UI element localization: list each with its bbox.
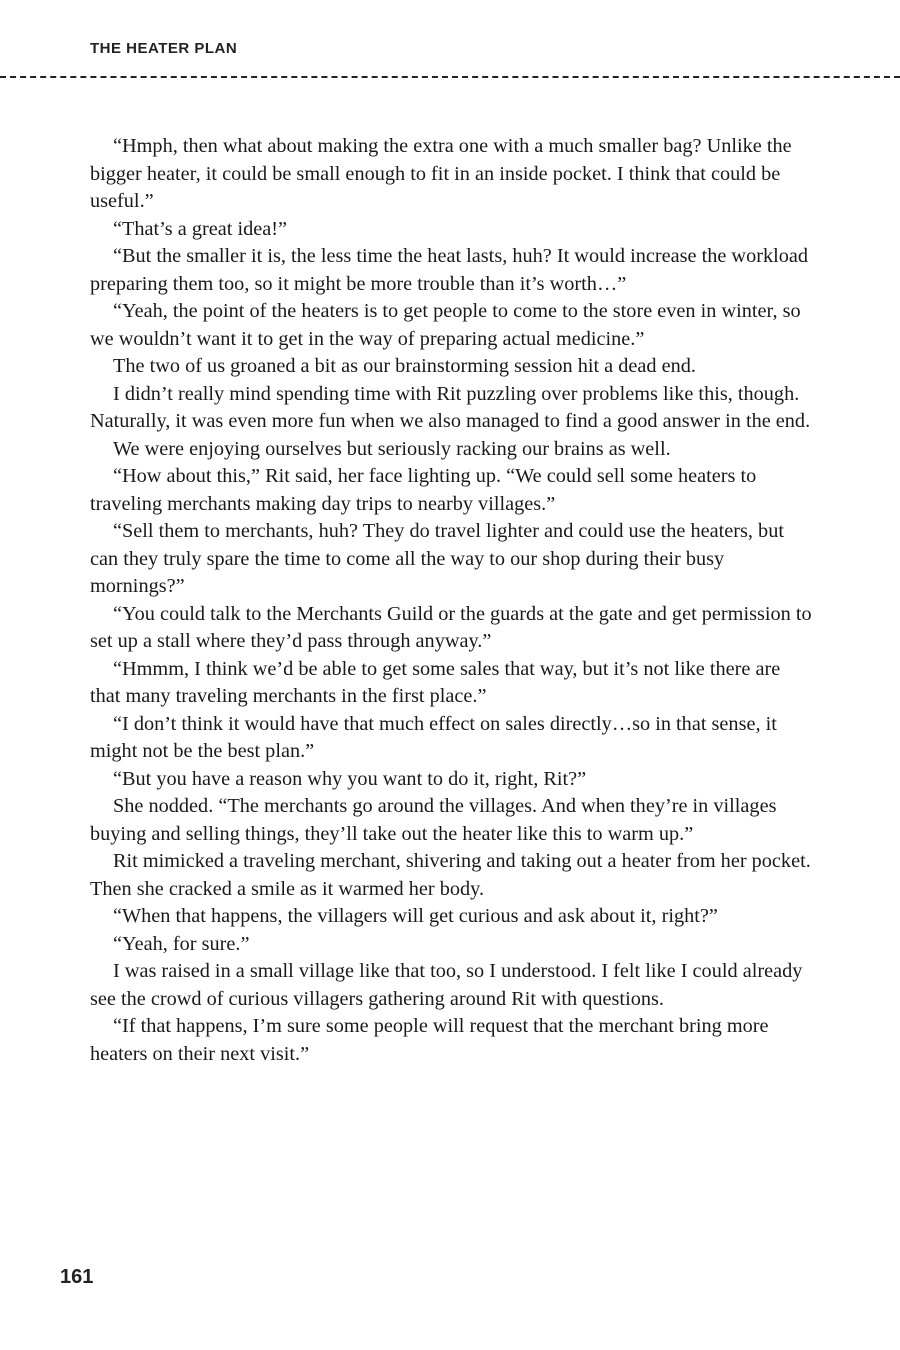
paragraph: “Yeah, for sure.”: [113, 932, 250, 955]
paragraph: “Yeah, the point of the heaters is to get people to come to the store even in winter, so we wouldn’t want it to get in the way of preparing actual medicine.”: [90, 300, 801, 350]
paragraph: “Hmmm, I think we’d be able to get some sales that way, but it’s not like there are that many traveling merchants in the first place.”: [90, 657, 781, 707]
paragraph: “That’s a great idea!”: [113, 217, 287, 240]
header-divider: [0, 76, 900, 78]
paragraph: We were enjoying ourselves but seriously racking our brains as well.: [113, 437, 671, 460]
paragraph: “When that happens, the villagers will get curious and ask about it, right?”: [113, 905, 718, 927]
running-header: THE HEATER PLAN: [90, 40, 238, 57]
paragraph: “I don’t think it would have that much effect on sales directly…so in that sense, it might not be the best plan.”: [90, 712, 777, 762]
paragraph: I didn’t really mind spending time with Rit puzzling over problems like this, though. Naturally, it was even more fun when we also managed to find a good answer in the end.: [90, 382, 811, 432]
paragraph: She nodded. “The merchants go around the villages. And when they’re in villages buying and selling things, they’ll take out the heater like this to warm up.”: [90, 795, 777, 845]
paragraph: I was raised in a small village like that too, so I understood. I felt like I could already see the crowd of curious villagers gathering around Rit with questions.: [90, 960, 803, 1010]
paragraph: Rit mimicked a traveling merchant, shivering and taking out a heater from her pocket. Then she cracked a smile as it warmed her body.: [90, 850, 811, 900]
paragraph: “If that happens, I’m sure some people will request that the merchant bring more heaters on their next visit.”: [90, 1015, 769, 1065]
paragraph: The two of us groaned a bit as our brainstorming session hit a dead end.: [113, 355, 696, 377]
paragraph: “But the smaller it is, the less time the heat lasts, huh? It would increase the workload preparing them too, so it might be more trouble than it’s worth…”: [90, 245, 809, 295]
page-number: 161: [60, 1266, 94, 1288]
paragraph: “How about this,” Rit said, her face lighting up. “We could sell some heaters to traveling merchants making day trips to nearby villages.”: [90, 465, 757, 515]
body-text: [90, 133, 815, 1068]
paragraph: “Sell them to merchants, huh? They do travel lighter and could use the heaters, but can they truly spare the time to come all the way to our shop during their busy mornings?”: [90, 520, 784, 597]
paragraph: “But you have a reason why you want to do it, right, Rit?”: [113, 767, 587, 790]
paragraph: “You could talk to the Merchants Guild or the guards at the gate and get permission to set up a stall where they’d pass through anyway.”: [90, 602, 812, 652]
paragraph: “Hmph, then what about making the extra one with a much smaller bag? Unlike the bigger heater, it could be small enough to fit in an inside pocket. I think that could be useful.”: [90, 135, 792, 212]
